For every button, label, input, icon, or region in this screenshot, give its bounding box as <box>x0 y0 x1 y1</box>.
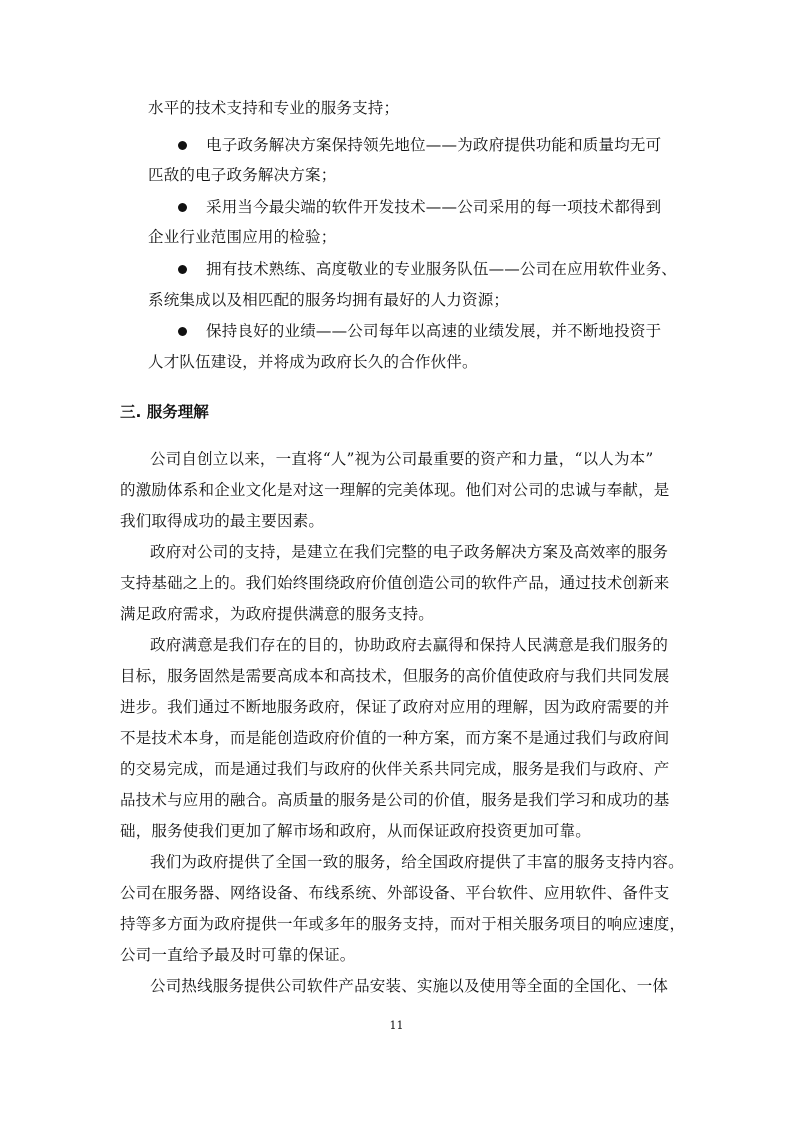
paragraph-line: 进步。我们通过不断地服务政府，保证了政府对应用的理解，因为政府需要的并 <box>120 698 670 716</box>
bullet-1-line-2: 匹敌的电子政务解决方案； <box>148 166 337 184</box>
bullet-2-line-2: 企业行业范围应用的检验； <box>148 228 337 246</box>
paragraph-line: 公司一直给予最及时可靠的保证。 <box>120 946 356 964</box>
page-number: 11 <box>389 1019 404 1032</box>
paragraph-line: 我们取得成功的最主要因素。 <box>120 512 325 530</box>
paragraph-line: 我们为政府提供了全国一致的服务，给全国政府提供了丰富的服务支持内容。 <box>150 853 684 871</box>
bullet-3-line-1: 拥有技术熟练、高度敬业的专业服务队伍——公司在应用软件业务、 <box>206 260 678 278</box>
paragraph-line: 不是技术本身，而是能创造政府价值的一种方案，而方案不是通过我们与政府间 <box>120 729 670 747</box>
paragraph-line: 础，服务使我们更加了解市场和政府，从而保证政府投资更加可靠。 <box>120 822 592 840</box>
paragraph-line: 的交易完成，而是通过我们与政府的伙伴关系共同完成，服务是我们与政府、产 <box>120 760 670 778</box>
bullet-3-line-2: 系统集成以及相匹配的服务均拥有最好的人力资源； <box>148 291 510 309</box>
bullet-dot <box>178 141 187 150</box>
bullet-dot <box>178 265 187 274</box>
paragraph-line: 政府满意是我们存在的目的，协助政府去赢得和保持人民满意是我们服务的 <box>150 636 669 654</box>
bullet-dot <box>178 327 187 336</box>
bullet-dot <box>178 203 187 212</box>
paragraph-line: 公司热线服务提供公司软件产品安装、实施以及使用等全面的全国化、一体 <box>150 977 669 995</box>
section-heading: 三. 服务理解 <box>120 403 209 421</box>
paragraph-line: 满足政府需求，为政府提供满意的服务支持。 <box>120 605 435 623</box>
paragraph-line: 的激励体系和企业文化是对这一理解的完美体现。他们对公司的忠诚与奉献，是 <box>120 481 670 499</box>
paragraph-line: 政府对公司的支持，是建立在我们完整的电子政务解决方案及高效率的服务 <box>150 543 669 561</box>
bullet-4-line-2: 人才队伍建设，并将成为政府长久的合作伙伴。 <box>148 353 478 371</box>
bullet-4-line-1: 保持良好的业绩——公司每年以高速的业绩发展，并不断地投资于 <box>206 322 662 340</box>
bullet-1-line-1: 电子政务解决方案保持领先地位——为政府提供功能和质量均无可 <box>206 136 662 154</box>
paragraph-line: 持等多方面为政府提供一年或多年的服务支持，而对于相关服务项目的响应速度， <box>120 915 686 933</box>
paragraph-line: 目标，服务固然是需要高成本和高技术，但服务的高价值使政府与我们共同发展 <box>120 667 670 685</box>
intro-continuation: 水平的技术支持和专业的服务支持； <box>148 99 400 117</box>
paragraph-line: 公司自创立以来，一直将“人”视为公司最重要的资产和力量，“以人为本” <box>150 450 654 468</box>
bullet-2-line-1: 采用当今最尖端的软件开发技术——公司采用的每一项技术都得到 <box>206 198 662 216</box>
paragraph-line: 公司在服务器、网络设备、布线系统、外部设备、平台软件、应用软件、备件支 <box>120 884 670 902</box>
paragraph-line: 品技术与应用的融合。高质量的服务是公司的价值，服务是我们学习和成功的基 <box>120 791 670 809</box>
paragraph-line: 支持基础之上的。我们始终围绕政府价值创造公司的软件产品，通过技术创新来 <box>120 574 670 592</box>
